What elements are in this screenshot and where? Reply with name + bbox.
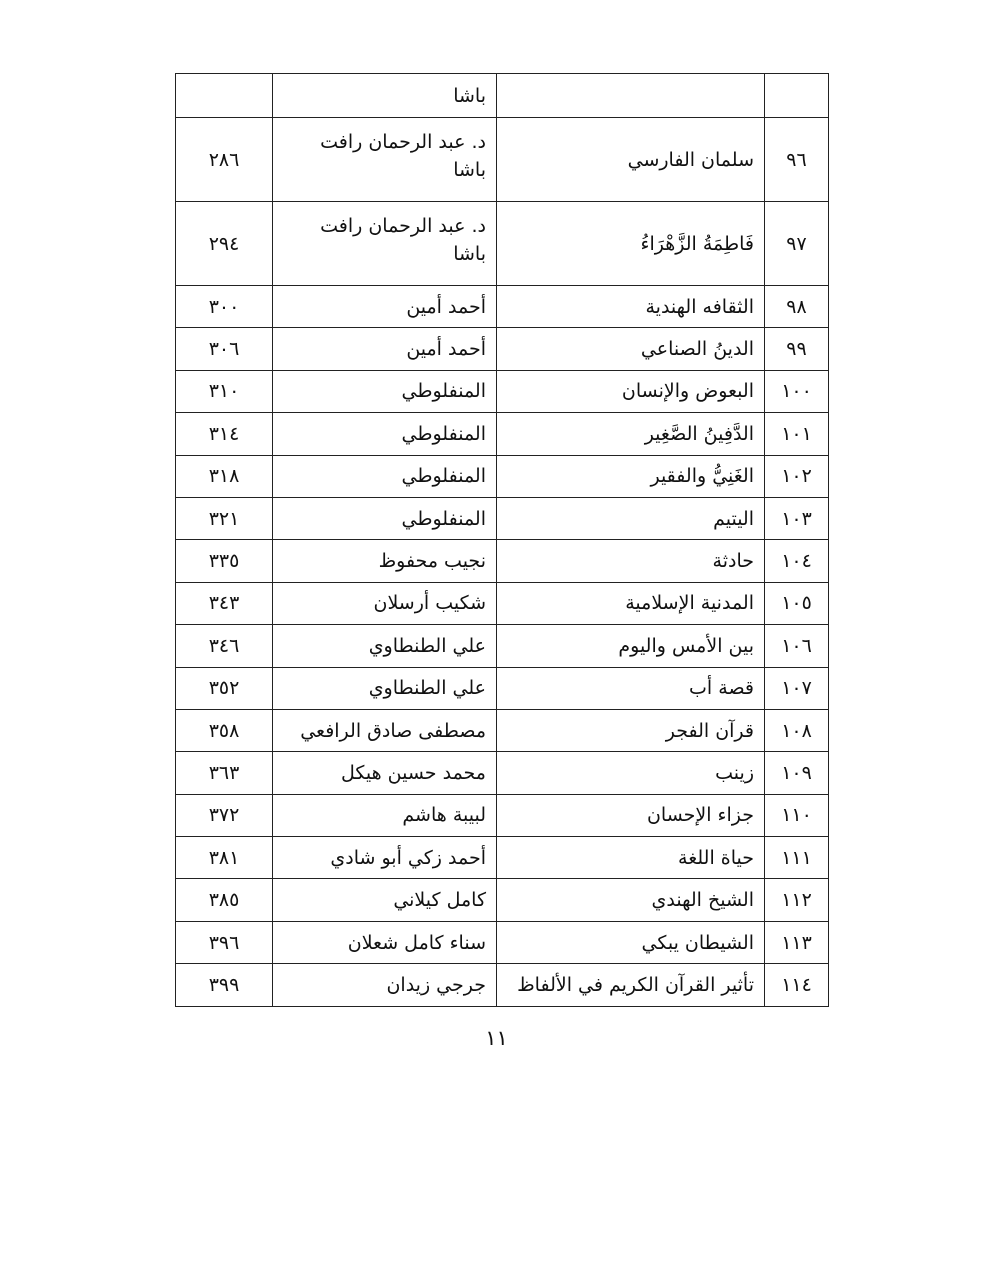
row-title: جزاء الإحسان xyxy=(497,794,765,836)
table-row xyxy=(176,964,829,1006)
row-author: نجيب محفوظ xyxy=(273,540,497,582)
page-number: ١١ xyxy=(485,1026,508,1050)
row-author: محمد حسين هيكل xyxy=(273,752,497,794)
row-page: ٣٥٨ xyxy=(176,709,273,751)
row-author: باشا xyxy=(273,74,497,118)
row-author: أحمد أمين xyxy=(273,328,497,370)
row-page: ٣٤٣ xyxy=(176,582,273,624)
row-page: ٣١٤ xyxy=(176,413,273,455)
row-title: الغَنِيُّ والفقير xyxy=(497,455,765,497)
row-number: ١٠٤ xyxy=(765,540,829,582)
row-author: المنفلوطي xyxy=(273,413,497,455)
table-row xyxy=(176,118,829,202)
contents-table xyxy=(175,73,829,1007)
row-author: أحمد زكي أبو شادي xyxy=(273,837,497,879)
row-number: ١٠٠ xyxy=(765,370,829,412)
row-author: سناء كامل شعلان xyxy=(273,921,497,963)
row-title: بين الأمس واليوم xyxy=(497,625,765,667)
table-row xyxy=(176,582,829,624)
row-number: ١١٢ xyxy=(765,879,829,921)
table-row xyxy=(176,413,829,455)
table-row xyxy=(176,921,829,963)
table-row xyxy=(176,709,829,751)
row-title xyxy=(497,74,765,118)
row-title: اليتيم xyxy=(497,497,765,539)
row-title: زينب xyxy=(497,752,765,794)
row-number: ٩٩ xyxy=(765,328,829,370)
row-page: ٣٣٥ xyxy=(176,540,273,582)
row-number: ١١٣ xyxy=(765,921,829,963)
table-row xyxy=(176,497,829,539)
row-title: سلمان الفارسي xyxy=(497,118,765,202)
row-title: الثقافه الهندية xyxy=(497,286,765,328)
row-number: ٩٨ xyxy=(765,286,829,328)
row-title: الشيطان يبكي xyxy=(497,921,765,963)
table-row xyxy=(176,370,829,412)
row-number: ١١٤ xyxy=(765,964,829,1006)
row-number: ١٠٢ xyxy=(765,455,829,497)
row-page: ٣٧٢ xyxy=(176,794,273,836)
row-number: ١١١ xyxy=(765,837,829,879)
row-page: ٣٤٦ xyxy=(176,625,273,667)
row-title: حياة اللغة xyxy=(497,837,765,879)
row-author: د. عبد الرحمان رافت باشا xyxy=(273,202,497,286)
row-number: ١٠٩ xyxy=(765,752,829,794)
row-author: شكيب أرسلان xyxy=(273,582,497,624)
row-title: قرآن الفجر xyxy=(497,709,765,751)
row-title: البعوض والإنسان xyxy=(497,370,765,412)
row-page: ٣٥٢ xyxy=(176,667,273,709)
table-row xyxy=(176,752,829,794)
row-page: ٣١٠ xyxy=(176,370,273,412)
row-title: فَاطِمَةُ الزَّهْرَاءُ xyxy=(497,202,765,286)
row-page: ٣٢١ xyxy=(176,497,273,539)
row-number: ١٠٣ xyxy=(765,497,829,539)
row-page: ٣٩٩ xyxy=(176,964,273,1006)
table-row xyxy=(176,286,829,328)
row-title: قصة أب xyxy=(497,667,765,709)
row-number xyxy=(765,74,829,118)
row-number: ١٠٧ xyxy=(765,667,829,709)
row-page xyxy=(176,74,273,118)
row-number: ١١٠ xyxy=(765,794,829,836)
row-page: ٣٨٥ xyxy=(176,879,273,921)
table-row xyxy=(176,455,829,497)
row-author: علي الطنطاوي xyxy=(273,625,497,667)
row-title: الشيخ الهندي xyxy=(497,879,765,921)
row-title: الدينُ الصناعي xyxy=(497,328,765,370)
row-author: جرجي زيدان xyxy=(273,964,497,1006)
row-author: كامل كيلاني xyxy=(273,879,497,921)
row-number: ١٠١ xyxy=(765,413,829,455)
table-row xyxy=(176,74,829,118)
row-author: مصطفى صادق الرافعي xyxy=(273,709,497,751)
table-row xyxy=(176,625,829,667)
row-page: ٣٠٠ xyxy=(176,286,273,328)
row-number: ٩٦ xyxy=(765,118,829,202)
row-title: المدنية الإسلامية xyxy=(497,582,765,624)
row-author: المنفلوطي xyxy=(273,497,497,539)
table-row xyxy=(176,837,829,879)
row-number: ١٠٨ xyxy=(765,709,829,751)
row-author: أحمد أمين xyxy=(273,286,497,328)
row-page: ٢٨٦ xyxy=(176,118,273,202)
table-row xyxy=(176,540,829,582)
row-page: ٣٠٦ xyxy=(176,328,273,370)
table-row xyxy=(176,202,829,286)
table-row xyxy=(176,328,829,370)
row-author: المنفلوطي xyxy=(273,370,497,412)
row-page: ٣٩٦ xyxy=(176,921,273,963)
row-number: ١٠٥ xyxy=(765,582,829,624)
table-row xyxy=(176,794,829,836)
row-author: المنفلوطي xyxy=(273,455,497,497)
row-author: علي الطنطاوي xyxy=(273,667,497,709)
table-row xyxy=(176,667,829,709)
table-row xyxy=(176,879,829,921)
row-title: تأثير القرآن الكريم في الألفاظ xyxy=(497,964,765,1006)
row-author: لبيبة هاشم xyxy=(273,794,497,836)
row-page: ٣١٨ xyxy=(176,455,273,497)
row-number: ١٠٦ xyxy=(765,625,829,667)
row-page: ٣٨١ xyxy=(176,837,273,879)
row-title: الدَّفِينُ الصَّغِير xyxy=(497,413,765,455)
row-page: ٢٩٤ xyxy=(176,202,273,286)
row-author: د. عبد الرحمان رافت باشا xyxy=(273,118,497,202)
row-title: حادثة xyxy=(497,540,765,582)
row-page: ٣٦٣ xyxy=(176,752,273,794)
row-number: ٩٧ xyxy=(765,202,829,286)
